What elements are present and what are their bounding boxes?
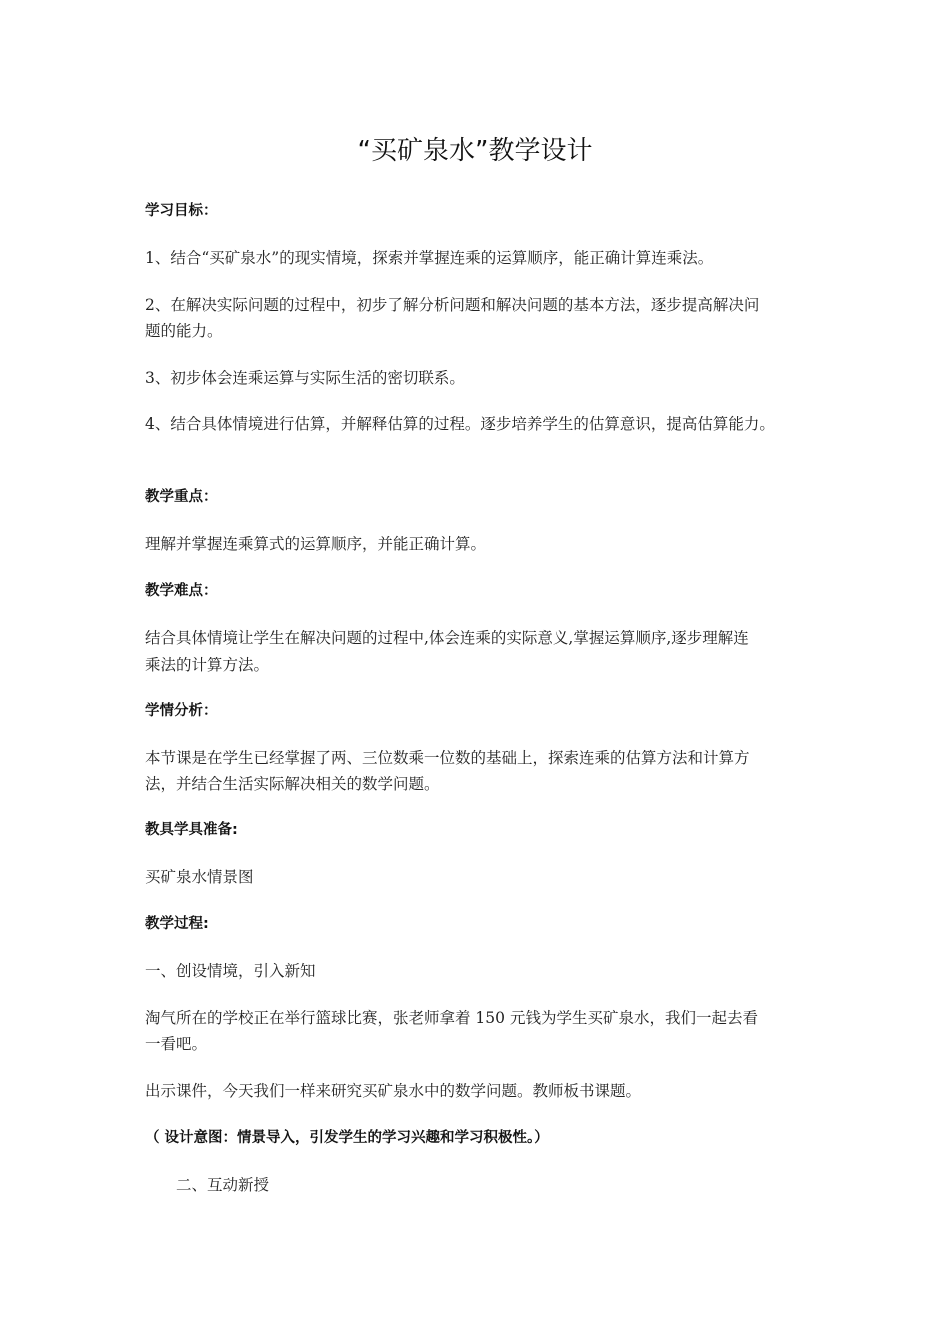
- objectives-heading: 学习目标：: [145, 203, 218, 219]
- difficulty-line-1: 结合具体情境让学生在解决问题的过程中,体会连乘的实际意义,掌握运算顺序,逐步理解连: [145, 629, 749, 647]
- objective-2-line-2: 题的能力。: [145, 322, 223, 340]
- objective-1: 1、结合“买矿泉水”的现实情境，探索并掌握连乘的运算顺序，能正确计算连乘法。: [145, 249, 714, 267]
- document-title: “买矿泉水”教学设计: [357, 136, 593, 166]
- step-1-paragraph-2: 出示课件，今天我们一样来研究买矿泉水中的数学问题。教师板书课题。: [145, 1082, 642, 1100]
- analysis-line-1: 本节课是在学生已经掌握了两、三位数乘一位数的基础上，探索连乘的估算方法和计算方: [145, 749, 750, 767]
- objective-4: 4、结合具体情境进行估算，并解释估算的过程。逐步培养学生的估算意识，提高估算能力。: [145, 415, 775, 433]
- key-point-heading: 教学重点：: [145, 489, 218, 505]
- step-2-heading: 二、互动新授: [176, 1176, 270, 1194]
- step-1-paragraph-1-line-2: 一看吧。: [145, 1035, 208, 1053]
- design-intent-note: （ 设计意图：情景导入，引发学生的学习兴趣和学习积极性。）: [145, 1130, 549, 1146]
- difficulty-line-2: 乘法的计算方法。: [145, 656, 270, 674]
- materials-heading: 教具学具准备:: [145, 822, 238, 838]
- step-1-paragraph-1-line-1: 淘气所在的学校正在举行篮球比赛，张老师拿着 150 元钱为学生买矿泉水，我们一起去看: [145, 1009, 758, 1027]
- process-heading: 教学过程:: [145, 916, 209, 932]
- materials-text: 买矿泉水情景图: [145, 868, 254, 886]
- analysis-line-2: 法，并结合生活实际解决相关的数学问题。: [145, 775, 440, 793]
- step-1-heading: 一、创设情境，引入新知: [145, 962, 316, 980]
- difficulty-heading: 教学难点：: [145, 583, 218, 599]
- key-point-text: 理解并掌握连乘算式的运算顺序，并能正确计算。: [145, 535, 487, 553]
- objective-2-line-1: 2、在解决实际问题的过程中，初步了解分析问题和解决问题的基本方法，逐步提高解决问: [145, 296, 760, 314]
- objective-3: 3、初步体会连乘运算与实际生活的密切联系。: [145, 369, 465, 387]
- analysis-heading: 学情分析：: [145, 703, 218, 719]
